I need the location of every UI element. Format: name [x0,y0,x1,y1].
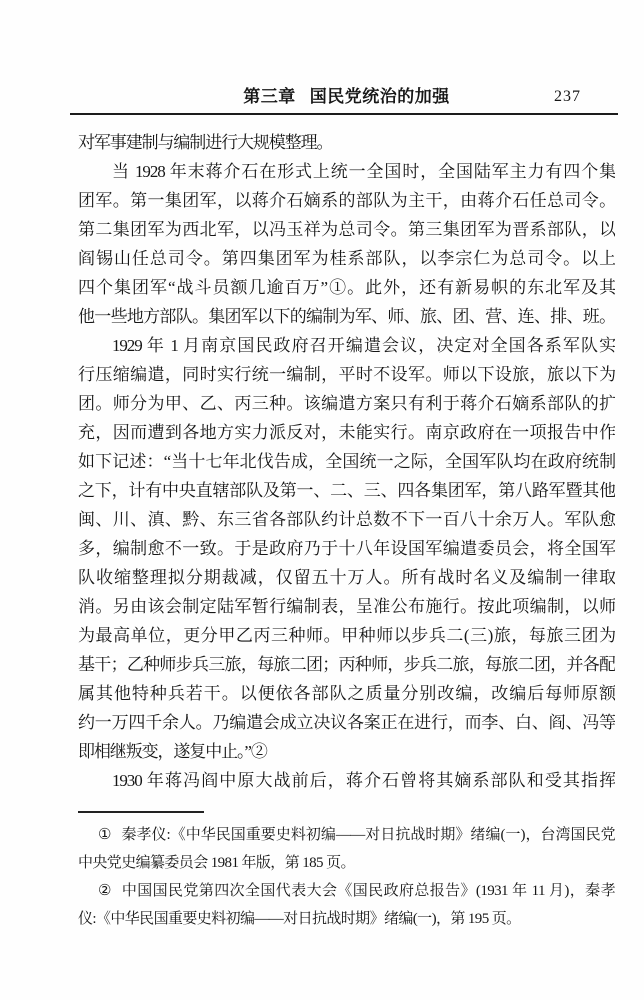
text-line: 对军事建制与编制进行大规模整理。 [78,133,333,152]
text-line: 为最高单位，更分甲乙丙三种师。甲种师以步兵二(三)旅，每旅三团为 [78,626,615,645]
text-line: 团。师分为甲、乙、丙三种。该编遣方案只有利于蒋介石嫡系部队的扩 [78,394,615,413]
running-header [78,86,615,108]
footnote-separator [78,811,204,813]
text-line: 基干；乙种师步兵三旅，每旅二团；丙种师，步兵二旅，每旅二团，并各配 [78,655,615,674]
header-rule [70,113,618,115]
page-number: 237 [554,88,581,105]
footnote-marker: ① [98,827,112,843]
text-line: 多，编制愈不一致。于是政府乃于十八年设国军编遣委员会，将全国军 [78,539,615,558]
footnote-text: 秦孝仪:《中华民国重要史料初编——对日抗战时期》绪编(一)，台湾国民党 [121,827,615,843]
chapter-label: 第三章 [243,87,296,106]
text-line: 1929 年 1 月南京国民政府召开编遣会议，决定对全国各系军队实 [112,336,615,355]
text-line: 约一万四千余人。乃编遣会成立决议各案正在进行，而李、白、阎、冯等 [78,713,615,732]
text-line: 充，因而遭到各地方实力派反对，未能实行。南京政府在一项报告中作 [78,423,615,442]
text-line: 闽、川、滇、黔、东三省各部队约计总数不下一百八十余万人。军队愈 [78,510,615,529]
text-line: 四个集团军“战斗员额几逾百万”①。此外，还有新易帜的东北军及其 [78,278,615,297]
text-line: 行压缩编遣，同时实行统一编制，平时不设军。师以下设旅，旅以下为 [78,365,615,384]
text-line: 团军。第一集团军，以蒋介石嫡系的部队为主干，由蒋介石任总司令。 [78,191,615,210]
page-content [78,86,615,933]
text-line: 当 1928 年末蒋介石在形式上统一全国时，全国陆军主力有四个集 [112,162,615,181]
text-line: 队收缩整理拟分期裁减，仅留五十万人。所有战时名义及编制一律取 [78,568,615,587]
text-line: 属其他特种兵若干。以便依各部队之质量分别改编，改编后每师原额 [78,684,615,703]
footnote-marker: ② [98,883,112,899]
footnote-text: 中国国民党第四次全国代表大会《国民政府总报告》(1931 年 11 月)，秦孝 [121,883,615,899]
text-line: 他一些地方部队。集团军以下的编制为军、师、旅、团、营、连、排、班。 [78,307,615,326]
footnote-text-continued: 仪:《中华民国重要史料初编——对日抗战时期》绪编(一)，第 195 页。 [78,911,521,927]
footnote-text-continued: 中央党史编纂委员会 1981 年版，第 185 页。 [78,855,355,871]
footnotes [78,821,615,933]
text-line: 即相继叛变，遂复中止。”② [78,742,267,761]
body-text [78,128,615,795]
text-line: 消。另由该会制定陆军暂行编制表，呈准公布施行。按此项编制，以师 [78,597,615,616]
text-line: 之下，计有中央直辖部队及第一、二、三、四各集团军，第八路军暨其他 [78,481,615,500]
running-title: 国民党统治的加强 [309,87,450,106]
footnote-item [78,821,615,849]
text-line: 如下记述：“当十七年北伐告成，全国统一之际，全国军队均在政府统制 [78,452,615,471]
text-line: 第二集团军为西北军，以冯玉祥为总司令。第三集团军为晋系部队，以 [78,220,615,239]
text-line: 阎锡山任总司令。第四集团军为桂系部队，以李宗仁为总司令。以上 [78,249,615,268]
text-line: 1930 年蒋冯阎中原大战前后，蒋介石曾将其嫡系部队和受其指挥 [112,771,615,790]
footnote-item [78,877,615,905]
